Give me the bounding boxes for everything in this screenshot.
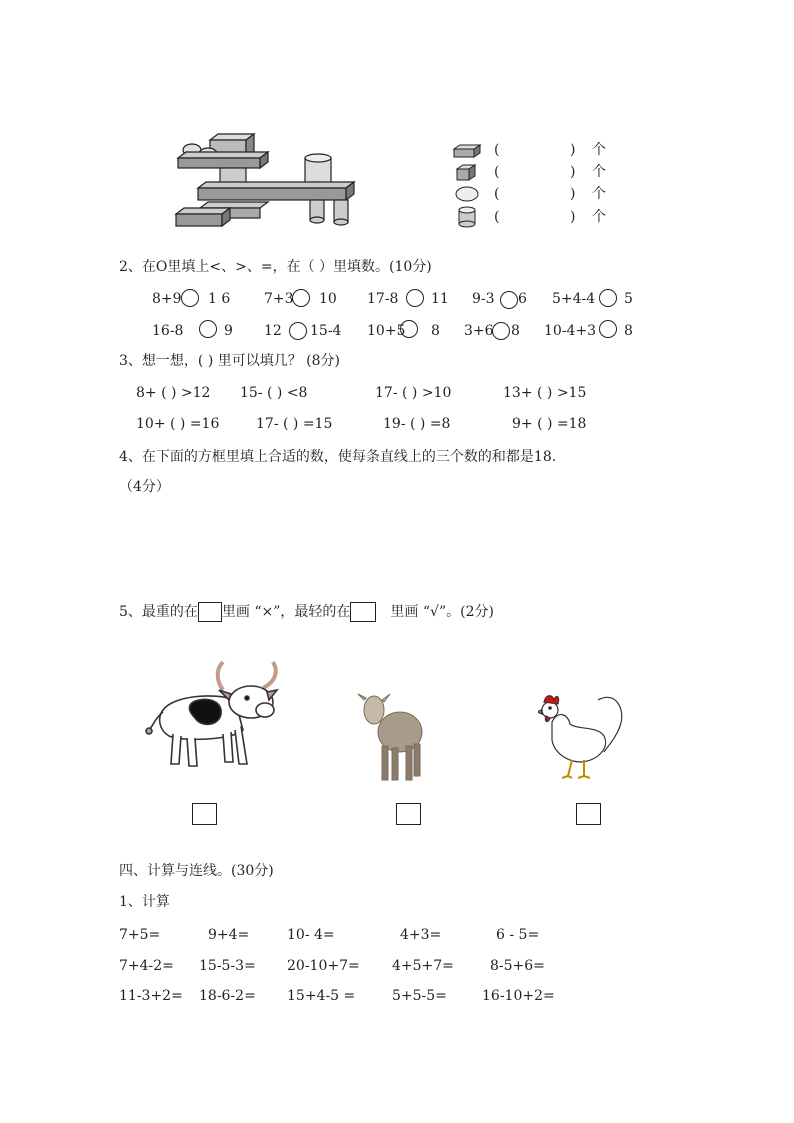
q2-expr-right: 8 [511, 323, 520, 339]
compare-circle[interactable] [289, 322, 307, 340]
blocks-picture [150, 128, 365, 234]
cuboid-icon [452, 144, 482, 158]
cylinder-icon [456, 206, 480, 228]
q3-item: 17- ( ) =15 [256, 416, 333, 432]
compare-circle[interactable] [400, 320, 418, 338]
close-paren: ) [570, 186, 576, 202]
section4-sub1: 1、计算 [119, 894, 170, 910]
answer-box-inline[interactable] [350, 602, 376, 622]
close-paren: ) [570, 142, 576, 158]
q3-title: 3、想一想，( ) 里可以填几？ (8分) [119, 353, 341, 369]
sphere-icon [454, 186, 480, 202]
compare-circle[interactable] [500, 291, 518, 309]
q4-title: 4、在下面的方框里填上合适的数，使每条直线上的三个数的和都是18. [119, 449, 557, 465]
q3-item: 15- ( ) <8 [240, 385, 308, 401]
q3-item: 17- ( ) >10 [375, 385, 452, 401]
open-paren: ( [494, 164, 500, 180]
open-paren: ( [494, 186, 500, 202]
q2-expr-right: 15-4 [310, 323, 342, 339]
legend-row [452, 206, 622, 228]
close-paren: ) [570, 209, 576, 225]
legend-row [452, 162, 622, 182]
unit-label: 个 [592, 209, 606, 225]
calc-item: 20-10+7= [287, 958, 360, 974]
compare-circle[interactable] [492, 322, 510, 340]
q2-expr-right: 8 [624, 323, 633, 339]
q4-points: （4分） [119, 479, 170, 495]
q3-item: 8+ ( ) >12 [136, 385, 211, 401]
calc-item: 15-5-3= [199, 958, 256, 974]
cow-image [143, 660, 283, 772]
compare-circle[interactable] [292, 289, 310, 307]
q2-expr-left: 17-8 [367, 291, 399, 307]
q5-text-part3: 里画 “√”。(2分) [390, 604, 494, 620]
q2-expr-left: 3+6 [464, 323, 494, 339]
q2-expr-left: 5+4-4 [552, 291, 596, 307]
unit-label: 个 [592, 186, 606, 202]
calc-item: 9+4= [208, 927, 250, 943]
cow-answer-box[interactable] [192, 803, 217, 825]
calc-item: 15+4-5 = [287, 988, 356, 1004]
q2-title: 2、在O里填上<、>、=，在（ ）里填数。(10分) [119, 259, 432, 275]
compare-circle[interactable] [599, 320, 617, 338]
cube-icon [454, 163, 480, 181]
compare-circle[interactable] [181, 289, 199, 307]
calc-item: 4+5+7= [392, 958, 454, 974]
section4-title: 四、计算与连线。(30分) [119, 863, 274, 879]
answer-box-inline[interactable] [198, 602, 222, 622]
calc-item: 8-5+6= [490, 958, 545, 974]
q2-expr-left: 9-3 [472, 291, 495, 307]
q2-expr-left: 7+3 [264, 291, 294, 307]
q2-expr-right: 8 [431, 323, 440, 339]
calc-item: 10- 4= [287, 927, 335, 943]
q2-expr-right: 6 [518, 291, 527, 307]
q3-item: 10+ ( ) =16 [136, 416, 220, 432]
q2-expr-left: 10+5 [367, 323, 406, 339]
q2-expr-right: 11 [431, 291, 449, 307]
calc-item: 4+3= [400, 927, 442, 943]
q3-item: 9+ ( ) =18 [512, 416, 587, 432]
q5-text-part2: 里画 “×”，最轻的在 [221, 604, 351, 620]
open-paren: ( [494, 142, 500, 158]
legend-row [452, 140, 622, 160]
unit-label: 个 [592, 142, 606, 158]
calc-item: 16-10+2= [482, 988, 555, 1004]
legend-row [452, 184, 622, 204]
calc-item: 7+4-2= [119, 958, 174, 974]
q2-expr-left: 12 [264, 323, 282, 339]
calc-item: 18-6-2= [199, 988, 256, 1004]
calc-item: 11-3+2= [119, 988, 183, 1004]
calc-item: 7+5= [119, 927, 161, 943]
q2-expr-left: 10-4+3 [544, 323, 597, 339]
q2-expr-right: 5 [624, 291, 633, 307]
q2-expr-left: 16-8 [152, 323, 184, 339]
q2-expr-right: 10 [319, 291, 337, 307]
sheep-answer-box[interactable] [396, 803, 421, 825]
calc-item: 5+5-5= [392, 988, 447, 1004]
open-paren: ( [494, 209, 500, 225]
q2-expr-right: 9 [224, 323, 233, 339]
compare-circle[interactable] [599, 289, 617, 307]
q2-expr-left: 8+9 [152, 291, 182, 307]
rooster-answer-box[interactable] [576, 803, 601, 825]
close-paren: ) [570, 164, 576, 180]
blocks-legend [452, 140, 622, 230]
compare-circle[interactable] [406, 289, 424, 307]
q3-item: 13+ ( ) >15 [503, 385, 587, 401]
compare-circle[interactable] [199, 320, 217, 338]
unit-label: 个 [592, 164, 606, 180]
rooster-image [538, 690, 626, 782]
q3-item: 19- ( ) =8 [383, 416, 451, 432]
calc-item: 6 - 5= [496, 927, 540, 943]
q5-instruction [119, 602, 494, 624]
q5-text-part1: 5、最重的在 [119, 604, 198, 620]
q2-expr-right: 1 6 [208, 291, 231, 307]
sheep-image [356, 688, 428, 784]
